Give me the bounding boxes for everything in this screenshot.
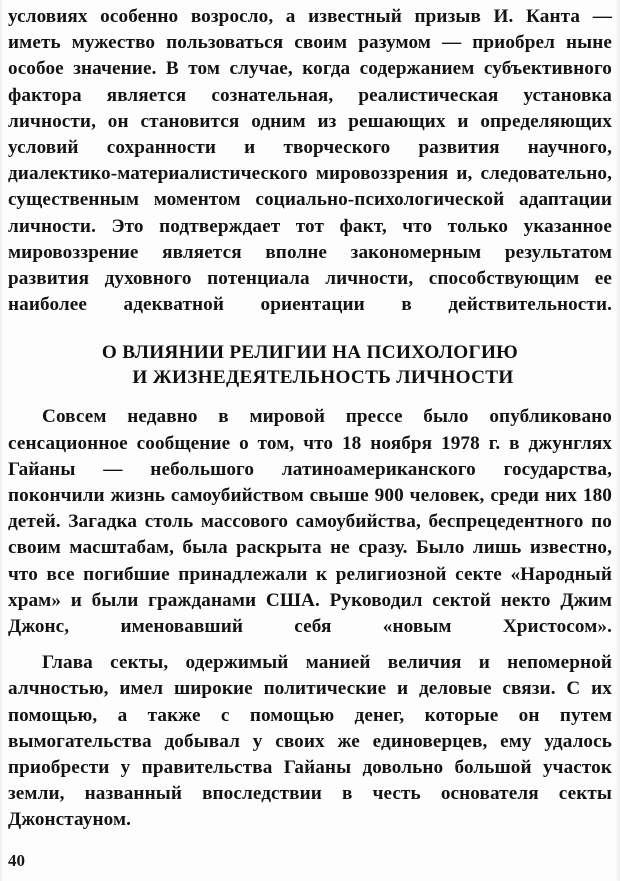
- spacer-between-paragraphs: [8, 640, 612, 650]
- section-heading-line-1: О ВЛИЯНИИ РЕЛИГИИ НА ПСИХОЛОГИЮ: [101, 342, 519, 364]
- paragraph-jonestown: Совсем недавно в мировой прессе было опубликовано сенсационное сообщение о том, что 18 ноября 1978 г. в джунглях Гайаны — небольшого латиноамериканского государства, покончили жизнь самоубийством свыше 900 человек, среди них 180 детей. Загадка столь массового самоубийства, беспрецедентного по своим масштабам, была раскрыта не сразу. Было лишь известно, что все погибшие принадлежали к религиозной секте «Народный храм» и были гражданами США. Руководил сектой некто Джим Джонс, именовавший себя «новым Христосом».: [8, 406, 612, 638]
- spacer-after-heading: [8, 390, 612, 404]
- page-number: 40: [8, 851, 25, 870]
- paragraph-continued: условиях особенно возросло, а известный призыв И. Канта — иметь мужество пользоваться своим разумом — приобрел ныне особое значение. В том случае, когда содержанием субъективного фактора является сознательная, реалистическая установка личности, он становится одним из решающих и определяющих условий сохранности и творческого развития научного, диалектико-материалистического мировоззрения и, следовательно, существенным моментом социально-психологической адаптации личности. Это подтверждает тот факт, что только указанное мировоззрение является вполне закономерным результатом развития духовного потенциала личности, способствующим ее наиболее адекватной ориентации в действительности.: [8, 6, 612, 316]
- page-left-edge-shading: [0, 0, 3, 881]
- paragraph-sect-head: Глава секты, одержимый манией величия и непомерной алчностью, имел широкие политические и деловые связи. С их помощью, а также с помощью денег, которые он путем вымогательства добывал у своих же единоверцев, ему удалось приобрести у правительства Гайаны довольно большой участок земли, названный впоследствии в честь основателя секты Джонстауном.: [8, 652, 612, 831]
- page-right-edge-shading: [616, 0, 620, 881]
- section-heading: [8, 340, 612, 390]
- section-heading-line-2: И ЖИЗНЕДЕЯТЕЛЬНОСТЬ ЛИЧНОСТИ: [132, 367, 514, 389]
- page-content: [8, 4, 612, 834]
